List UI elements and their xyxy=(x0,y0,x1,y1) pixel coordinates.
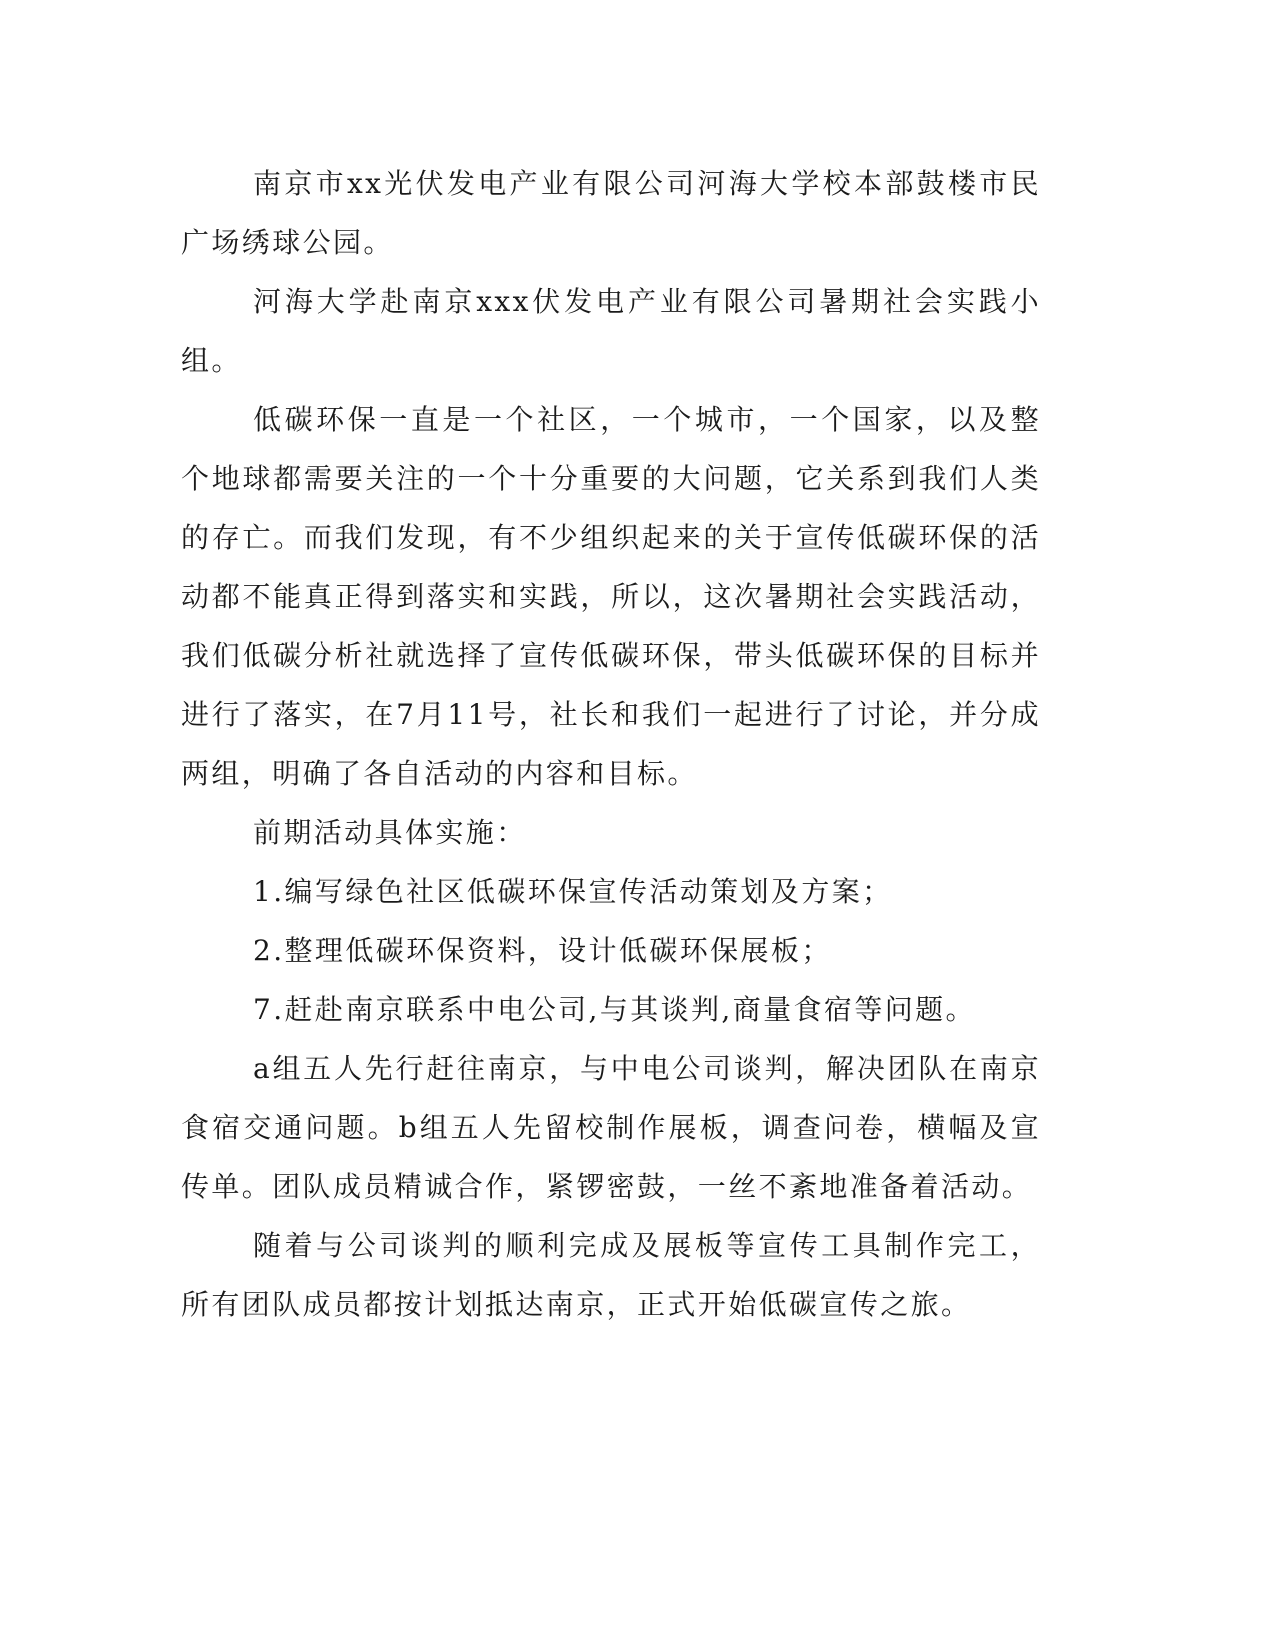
paragraph-arrival: 随着与公司谈判的顺利完成及展板等宣传工具制作完工，所有团队成员都按计划抵达南京，正式开始低碳宣传之旅。 xyxy=(181,1229,1041,1321)
paragraph-team: 河海大学赴南京xxx伏发电产业有限公司暑期社会实践小组。 xyxy=(181,285,1041,377)
paragraph-location: 南京市xx光伏发电产业有限公司河海大学校本部鼓楼市民广场绣球公园。 xyxy=(181,167,1041,259)
paragraph-background: 低碳环保一直是一个社区，一个城市，一个国家，以及整个地球都需要关注的一个十分重要的大问题，它关系到我们人类的存亡。而我们发现，有不少组织起来的关于宣传低碳环保的活动都不能真正得到落实和实践，所以，这次暑期社会实践活动，我们低碳分析社就选择了宣传低碳环保，带头低碳环保的目标并进行了落实，在7月11号，社长和我们一起进行了讨论，并分成两组，明确了各自活动的内容和目标。 xyxy=(181,403,1041,790)
paragraph-preparation-heading: 前期活动具体实施： xyxy=(253,816,527,849)
list-item-contact: 7.赶赴南京联系中电公司,与其谈判,商量食宿等问题。 xyxy=(253,993,976,1026)
list-item-materials: 2.整理低碳环保资料，设计低碳环保展板； xyxy=(253,934,832,967)
paragraph-groups: a组五人先行赶往南京，与中电公司谈判，解决团队在南京食宿交通问题。b组五人先留校制作展板，调查问卷，横幅及宣传单。团队成员精诚合作，紧锣密鼓，一丝不紊地准备着活动。 xyxy=(181,1052,1041,1203)
document-body xyxy=(181,154,1041,1334)
list-item-plan: 1.编写绿色社区低碳环保宣传活动策划及方案； xyxy=(253,875,893,908)
